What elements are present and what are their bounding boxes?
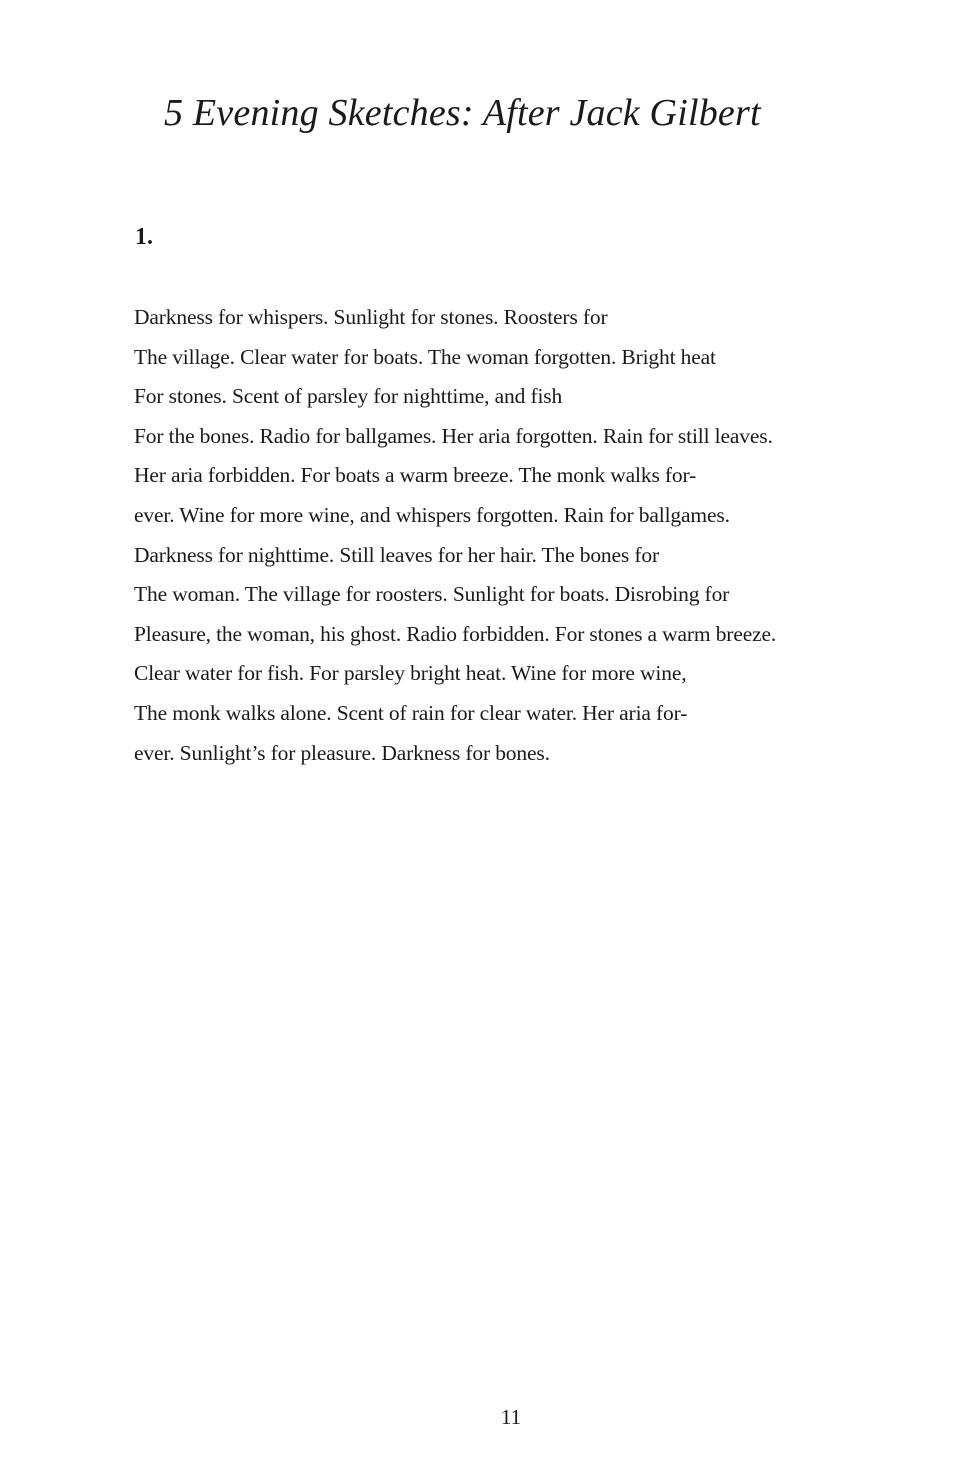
poem-line: ever. Sunlight’s for pleasure. Darkness for bones. — [134, 740, 550, 765]
poem-body — [134, 298, 894, 773]
poem-line: ever. Wine for more wine, and whispers forgotten. Rain for ballgames. — [134, 502, 730, 527]
poem-line: The woman. The village for roosters. Sunlight for boats. Disrobing for — [134, 582, 730, 607]
poem-line: Darkness for nighttime. Still leaves for her hair. The bones for — [134, 542, 659, 567]
poem-line: Her aria forbidden. For boats a warm breeze. The monk walks for- — [134, 463, 697, 488]
poem-line: For stones. Scent of parsley for nighttime, and fish — [134, 384, 563, 409]
section-number: 1. — [135, 224, 153, 250]
poem-line: For the bones. Radio for ballgames. Her aria forgotten. Rain for still leaves. — [134, 423, 773, 448]
page-number: 11 — [500, 1405, 522, 1429]
poem-line: Clear water for fish. For parsley bright heat. Wine for more wine, — [134, 661, 687, 686]
poem-line: Darkness for whispers. Sunlight for stones. Roosters for — [134, 305, 608, 329]
poem-line: The village. Clear water for boats. The woman forgotten. Bright heat — [134, 344, 716, 369]
poem-line: The monk walks alone. Scent of rain for clear water. Her aria for- — [134, 700, 688, 725]
poem-line: Pleasure, the woman, his ghost. Radio forbidden. For stones a warm breeze. — [134, 621, 777, 646]
page-title: 5 Evening Sketches: After Jack Gilbert — [164, 92, 761, 134]
